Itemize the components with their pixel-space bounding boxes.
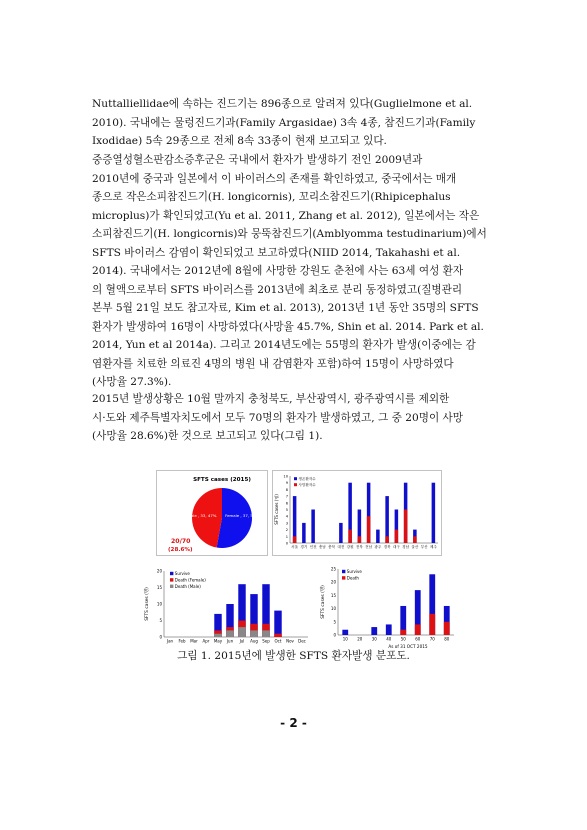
x-tick-label: Nov — [286, 638, 294, 644]
y-tick-label: 0 — [159, 634, 162, 640]
text-line: 본부 5월 21일 보도 참고자료, Kim et al. 2013), 2013년 1년 동안 35명의 SFTS — [92, 302, 479, 314]
text-line: 환자가 발생하여 16명이 사망하였다(사망율 45.7%, Shin et al. 2014. Park et al. — [92, 320, 484, 333]
x-tick-label: Jan — [166, 638, 174, 644]
text-line: 2010). 국내에는 물렁진드기과(Family Argasidae) 3속 4종, 참진드기과(Family — [92, 116, 476, 129]
y-tick-label: 5 — [159, 618, 162, 623]
y-tick-label: 7 — [285, 494, 288, 499]
legend-label: Death (Male) — [174, 583, 201, 589]
x-tick-label: Oct — [274, 638, 282, 644]
pie-label-male: Male , 33, 47% — [187, 513, 217, 518]
x-tick-label: Apr — [202, 638, 210, 644]
x-tick-label: 부산 — [420, 545, 428, 550]
bar — [444, 622, 450, 635]
legend-label: Survive — [174, 571, 190, 576]
y-tick-label: 8 — [285, 487, 288, 492]
x-tick-label: 제주 — [429, 545, 437, 550]
bar — [429, 614, 435, 635]
bar — [293, 496, 297, 543]
bar — [311, 510, 315, 544]
y-tick-label: 20 — [330, 579, 336, 585]
x-tick-label: Sep — [262, 638, 270, 644]
x-tick-label: 50 — [400, 636, 406, 642]
bar — [415, 624, 421, 635]
x-tick-label: Dec — [298, 638, 306, 644]
y-tick-label: 0 — [285, 541, 288, 546]
legend-label: 사망환자수 — [298, 483, 316, 487]
y-tick-label: 0 — [333, 632, 336, 638]
y-tick-label: 20 — [156, 568, 162, 574]
paragraph-2 — [92, 151, 497, 392]
bar — [293, 536, 297, 543]
x-tick-label: 대전 — [337, 545, 345, 550]
text-line: Nuttalliellidae에 속하는 진드기는 896종으로 알려져 있다(Guglielmone et al. — [92, 98, 473, 110]
x-tick-label: 경남 — [402, 545, 410, 550]
bar — [238, 627, 245, 637]
y-tick-label: 5 — [285, 508, 288, 512]
page-number: - 2 - — [280, 716, 307, 730]
bar — [432, 483, 436, 543]
bar — [404, 510, 408, 544]
x-tick-label: 강원 — [346, 545, 354, 550]
x-tick-label: Feb — [178, 638, 186, 644]
region-bar-chart — [272, 470, 442, 556]
x-tick-label: 30 — [371, 636, 377, 642]
legend-swatch — [170, 585, 173, 588]
text-line: (사망율 27.3%). — [92, 376, 172, 388]
y-tick-label: 10 — [330, 606, 336, 612]
y-tick-label: 25 — [330, 566, 336, 572]
y-tick-label: 10 — [283, 474, 288, 479]
legend-label: Survive — [346, 569, 362, 574]
x-tick-label: 10 — [342, 636, 348, 642]
text-line: 소피참진드기(H. longicornis)와 뭉뚝참진드기(Amblyomma testudinarium)에서 — [92, 228, 487, 240]
y-tick-label: 9 — [285, 481, 288, 486]
text-line: 2014). 국내에서는 2012년에 8월에 사망한 강원도 춘천에 사는 63세 여성 환자 — [92, 265, 464, 277]
bar — [371, 627, 377, 635]
text-line: 의 혈액으로부터 SFTS 바이러스를 2013년에 최초로 분리 동정하였고(질병관리 — [92, 283, 463, 296]
x-tick-label: 경북 — [383, 545, 391, 550]
y-tick-label: 3 — [285, 521, 288, 526]
x-axis-note: As of 31 OCT 2015 — [388, 644, 428, 649]
bar — [395, 530, 399, 543]
bar — [274, 611, 281, 637]
text-line: 2010년에 중국과 일본에서 이 바이러스의 존재를 확인하였고, 중국에서는 매개 — [92, 172, 457, 185]
text-line: 2015년 발생상황은 10월 말까지 충청북도, 부산광역시, 광주광역시를 제외한 — [92, 393, 450, 405]
y-tick-label: 15 — [156, 585, 162, 590]
x-tick-label: 40 — [386, 636, 392, 642]
monthly-bar-chart — [140, 565, 312, 649]
pie-slices — [192, 488, 252, 548]
text-line: (사망율 28.6%)한 것으로 보고되고 있다(그림 1). — [92, 430, 323, 442]
y-tick-label: 2 — [285, 528, 288, 533]
y-tick-label: 4 — [285, 514, 288, 519]
text-line: 종으로 작은소피참진드기(H. longicornis), 꼬리소참진드기(Rhipicephalus — [92, 191, 451, 203]
x-tick-label: 경기 — [300, 545, 308, 550]
bar — [367, 516, 371, 543]
legend-swatch — [342, 570, 345, 573]
x-tick-label: Jul — [239, 638, 245, 644]
y-tick-label: 15 — [330, 592, 336, 598]
bar — [302, 523, 306, 543]
y-axis-label: SFTS cases (명) — [145, 587, 150, 621]
bar — [339, 523, 343, 543]
legend-label: Death (Female) — [174, 577, 206, 583]
x-tick-label: 서울 — [291, 545, 299, 550]
x-tick-label: 인천 — [309, 545, 317, 550]
age-bar-chart — [316, 565, 458, 649]
bar — [348, 530, 352, 543]
x-tick-label: 대구 — [392, 545, 400, 550]
bar — [342, 630, 348, 635]
x-tick-label: 70 — [429, 636, 435, 642]
legend-swatch — [170, 578, 173, 581]
x-tick-label: 80 — [444, 636, 450, 642]
text-line: Ixodidae) 5속 29종으로 전체 8속 33종이 현재 보고되고 있다. — [92, 135, 387, 147]
pie-label-female: Female , 37, 53% — [225, 513, 259, 518]
text-line: 2014, Yun et al 2014a). 그리고 2014년도에는 55명의 환자가 발생(이중에는 감 — [92, 339, 476, 351]
y-axis-label: SFTS cases (명) — [274, 494, 279, 525]
y-tick-label: 5 — [333, 619, 336, 625]
legend-swatch — [170, 572, 173, 575]
pie-title: SFTS cases (2015) — [193, 477, 251, 483]
pie-annotation-pct: (28.6%) — [168, 547, 193, 553]
pie-annotation-ratio: 20/70 — [171, 538, 191, 545]
x-tick-label: 광주 — [374, 545, 382, 550]
pie-chart-panel — [156, 470, 268, 556]
bar — [358, 536, 362, 543]
bar — [262, 630, 269, 637]
bar — [385, 496, 389, 543]
bar — [386, 624, 392, 635]
text-line: microplus)가 확인되었고(Yu et al. 2011, Zhang et al. 2012), 일본에서는 작은 — [92, 209, 480, 222]
x-tick-label: 전북 — [355, 545, 363, 550]
bar — [376, 530, 380, 543]
y-tick-label: 1 — [285, 534, 288, 539]
x-tick-label: Aug — [250, 638, 258, 644]
legend-swatch — [342, 576, 345, 579]
x-tick-label: Jun — [226, 638, 234, 644]
bar — [226, 630, 233, 637]
bar — [250, 630, 257, 637]
x-tick-label: 전남 — [365, 545, 373, 550]
x-tick-label: 울산 — [411, 545, 419, 550]
legend-swatch — [294, 477, 297, 480]
text-line: 시·도와 제주특별자치도에서 모두 70명의 환자가 발생하였고, 그 중 20명이 사망 — [92, 411, 464, 424]
y-tick-label: 6 — [285, 501, 288, 506]
bar — [274, 634, 281, 637]
x-tick-label: 충북 — [328, 545, 336, 550]
bar — [214, 634, 221, 637]
text-line: 염환자를 치료한 의료진 4명의 병원 내 감염환자 포함)하여 15명이 사망하였다 — [92, 357, 454, 370]
figure-caption: 그림 1. 2015년에 발생한 SFTS 환자발생 분포도. — [177, 650, 410, 662]
x-tick-label: 60 — [415, 636, 421, 642]
x-tick-label: 충남 — [318, 545, 326, 550]
text-line: 중증열성혈소판감소증후군은 국내에서 환자가 발생하기 전인 2009년과 — [92, 154, 423, 166]
paragraph-3 — [92, 390, 497, 446]
x-tick-label: 20 — [357, 636, 363, 642]
monthly-bars — [143, 569, 308, 644]
bar — [400, 630, 406, 635]
paragraph-1 — [92, 95, 497, 151]
y-tick-label: 10 — [156, 601, 162, 607]
x-tick-label: May — [213, 638, 223, 644]
x-tick-label: Mar — [190, 638, 198, 644]
bar — [413, 536, 417, 543]
text-line: SFTS 바이러스 감염이 확인되었고 보고하였다(NIID 2014, Takahashi et al. — [92, 246, 461, 259]
legend-swatch — [294, 483, 297, 486]
bar — [385, 536, 389, 543]
legend-label: Death — [346, 575, 359, 581]
legend-label: 생존환자수 — [298, 477, 316, 481]
age-bars — [319, 567, 454, 650]
y-axis-label: SFTS cases (명) — [321, 585, 326, 619]
